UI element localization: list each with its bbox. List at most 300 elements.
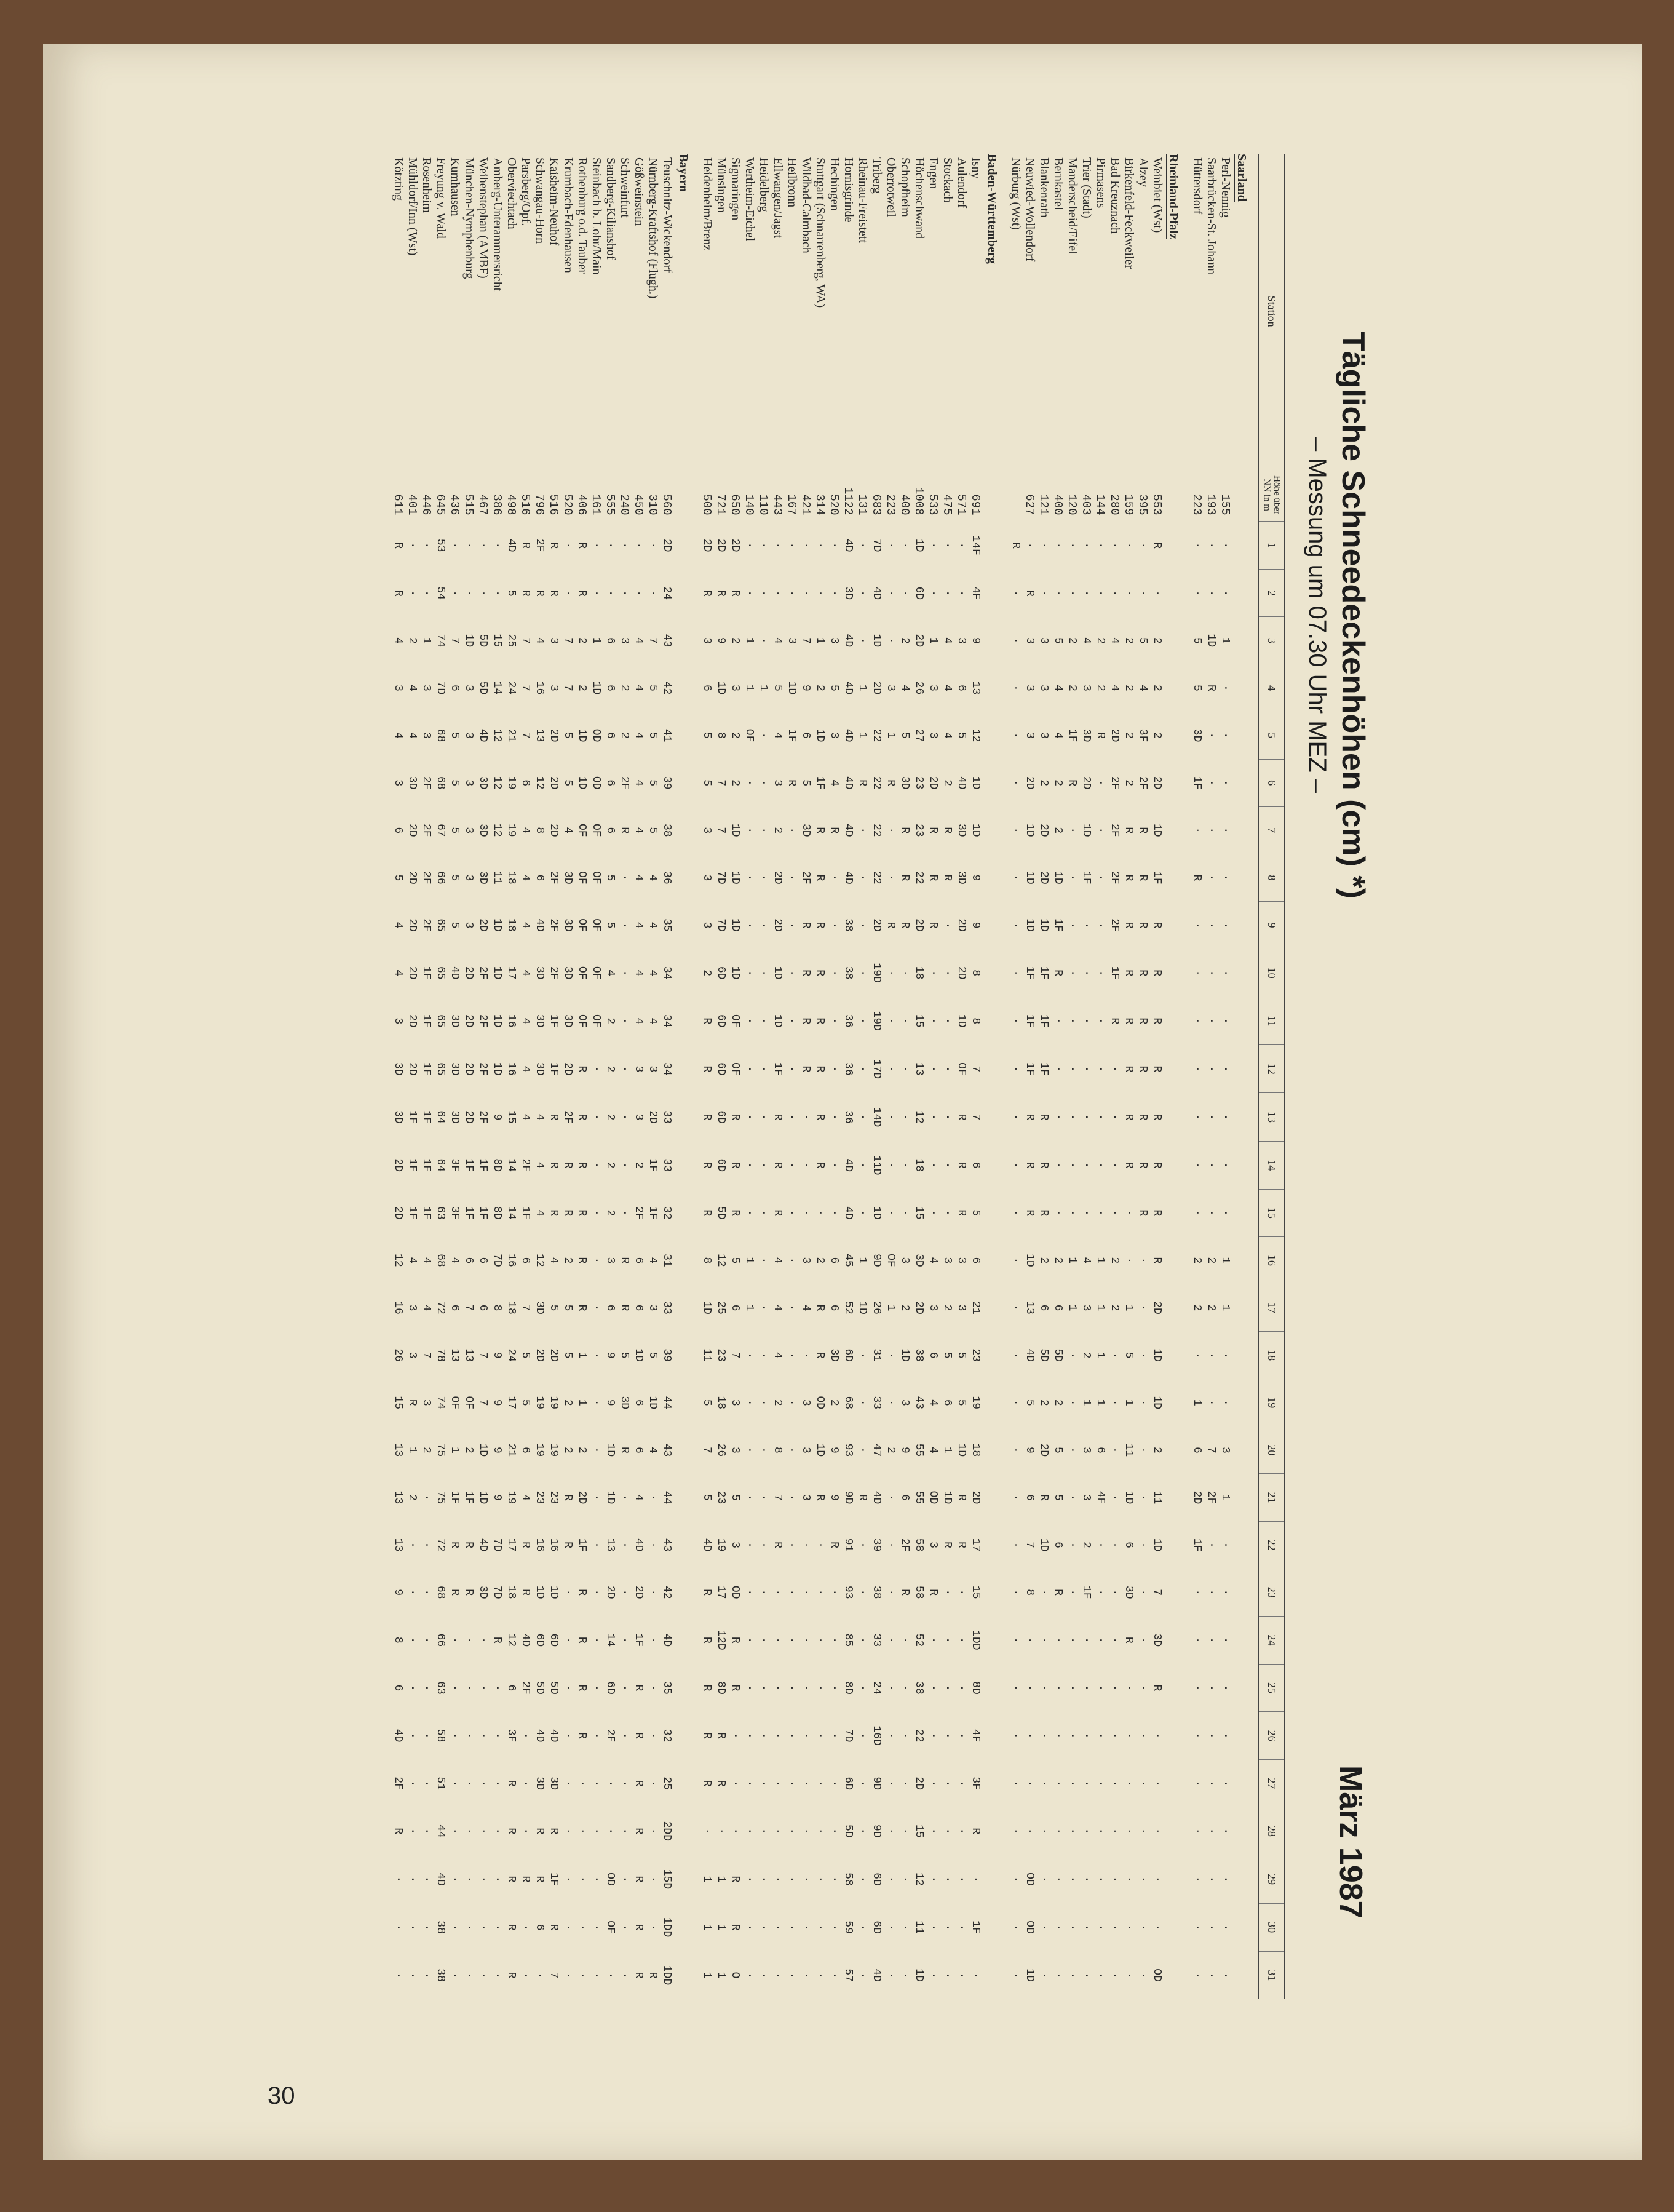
station-hoehe: 553 [1150,494,1164,515]
cell-value: · [828,1971,841,1979]
cell-value: · [618,1589,631,1596]
cell-value: 7D [715,918,728,932]
cell-value: 66 [434,1633,447,1647]
rotated-table-sheet [234,154,1371,1999]
cell-value: R [828,827,841,834]
cell-value: 2 [828,1399,841,1406]
cell-value: 1F [969,1920,982,1934]
cell-value: · [828,1876,841,1883]
cell-value: · [1009,1351,1022,1359]
cell-value: 2F [519,1681,532,1695]
cell-value: · [884,969,897,977]
cell-value: 2F [519,1158,532,1172]
station-hoehe: 650 [728,494,742,515]
cell-value: 2 [576,1446,589,1454]
cell-value: · [1205,1209,1218,1217]
table-row [632,154,646,1999]
cell-value: 35 [660,918,673,932]
cell-value: 1F [420,1062,433,1076]
cell-value: 4 [1136,685,1149,691]
cell-value: · [1009,1780,1022,1787]
cell-value: 22 [870,871,883,885]
cell-value: 1F [519,1206,532,1220]
cell-value: 9 [799,685,812,691]
cell-value: 6 [533,874,546,881]
cell-value: · [1009,637,1022,644]
cell-value: · [1037,1828,1050,1835]
station-hoehe: 144 [1093,494,1108,515]
cell-value: · [927,1732,940,1739]
table-row [855,154,870,1999]
cell-value: · [1122,1828,1135,1835]
cell-value: · [1122,589,1135,597]
cell-value: · [799,589,812,597]
column-header-day-6: 6 [1259,759,1285,806]
cell-value: · [1136,1971,1149,1979]
cell-value: 6 [955,685,968,691]
cell-value: 2D [715,538,728,552]
cell-value: 44 [660,1490,673,1505]
cell-value: · [618,1065,631,1073]
cell-value: 2D [660,538,673,552]
cell-value: 6 [927,1351,940,1359]
cell-value: · [1219,542,1232,549]
cell-value: · [477,1732,490,1739]
cell-value: 2D [913,634,926,648]
station-hoehe: 155 [1218,494,1232,515]
cell-value: 2D [1191,1490,1204,1505]
station-name: Weinbiet (Wst) [1151,157,1164,233]
cell-value: 5 [448,921,461,929]
cell-value: · [477,589,490,597]
cell-value: R [1205,685,1218,691]
cell-value: 2D [913,1776,926,1790]
cell-value: · [743,1636,756,1644]
cell-value: 1 [715,1876,728,1883]
cell-value: R [1122,874,1135,881]
cell-value: 2D [955,918,968,932]
cell-value: · [1136,542,1149,549]
cell-value: 9 [969,637,982,644]
cell-value: · [927,1876,940,1883]
cell-value: 1 [576,1399,589,1406]
cell-value: R [715,1780,728,1787]
column-header-day-29: 29 [1259,1855,1285,1903]
cell-value: 2F [632,1206,645,1220]
cell-value: 3 [462,921,475,929]
station-hoehe: 131 [855,494,870,515]
cell-value: 2 [884,1446,897,1454]
cell-value: R [547,542,560,549]
station-name: Schopfheim [898,157,912,217]
cell-value: · [799,542,812,549]
cell-value: 9 [491,1494,504,1501]
cell-value: 13 [448,1348,461,1362]
station-name: Bad Kreuznach [1108,157,1122,234]
cell-value: 2 [1122,685,1135,691]
cell-value: 7 [715,827,728,834]
cell-value: 3 [1023,685,1036,691]
cell-value: 5 [448,732,461,739]
cell-value: 4 [771,637,784,644]
cell-value: · [491,1828,504,1835]
cell-value: 4 [771,732,784,739]
cell-value: · [1205,1971,1218,1979]
cell-value: OD [1023,1920,1036,1934]
cell-value: · [491,1876,504,1883]
cell-value: · [941,1828,954,1835]
cell-value: 4 [406,1257,419,1264]
cell-value: 21 [505,1443,518,1457]
cell-value: 36 [660,871,673,885]
cell-value: · [814,589,827,597]
cell-value: 3 [420,732,433,739]
cell-value: · [1094,779,1107,787]
cell-value: 2D [406,871,419,885]
cell-value: · [955,1732,968,1739]
cell-value: · [743,874,756,881]
cell-value: 2D [547,728,560,742]
cell-value: · [1219,827,1232,834]
cell-value: · [477,1636,490,1644]
cell-value: · [477,1924,490,1931]
cell-value: R [955,1494,968,1501]
cell-value: · [420,1924,433,1931]
cell-value: R [729,1876,742,1883]
cell-value: 44 [434,1824,447,1838]
cell-value: 6D [715,966,728,980]
cell-value: R [1136,1113,1149,1121]
cell-value: 3 [955,1257,968,1264]
cell-value: R [814,1161,827,1169]
cell-value: · [941,969,954,977]
cell-value: 2F [604,1729,617,1743]
cell-value: 6 [828,1304,841,1311]
cell-value: · [1066,1399,1079,1406]
cell-value: · [1023,1636,1036,1644]
cell-value: · [406,1542,419,1548]
cell-value: 2D [477,918,490,932]
cell-value: 18 [913,1158,926,1172]
cell-value: 1 [856,732,869,739]
cell-value: · [941,1876,954,1883]
cell-value: R [1037,1113,1050,1121]
cell-value: 4F [969,586,982,600]
cell-value: R [576,589,589,597]
cell-value: · [1066,1684,1079,1692]
cell-value: 1D [533,1585,546,1599]
table-row [1051,154,1065,1999]
cell-value: 13 [1023,1301,1036,1315]
station-hoehe: 1122 [841,487,855,515]
cell-value: 4 [406,732,419,739]
station-hoehe: 498 [504,494,518,515]
cell-value: · [491,1971,504,1979]
table-row [756,154,771,1999]
cell-value: · [561,1876,574,1883]
cell-value: · [898,1828,911,1835]
column-header-day-9: 9 [1259,901,1285,949]
cell-value: · [576,1876,589,1883]
cell-value: 3 [1219,1446,1232,1454]
cell-value: R [814,874,827,881]
station-hoehe: 159 [1122,494,1136,515]
cell-value: · [646,1542,659,1548]
cell-value: · [1136,1257,1149,1264]
table-row [841,154,855,1999]
cell-value: 1D [856,1301,869,1315]
cell-value: · [941,1636,954,1644]
cell-value: 2 [618,685,631,691]
cell-value: · [1122,1209,1135,1217]
cell-value: 19 [969,1396,982,1410]
cell-value: 1 [743,685,756,691]
station-hoehe: 120 [1065,494,1079,515]
cell-value: · [814,1542,827,1548]
cell-value: 5 [771,685,784,691]
cell-value: · [632,589,645,597]
cell-value: 1 [1219,1304,1232,1311]
cell-value: 3 [927,1304,940,1311]
group-row [1232,154,1259,1999]
cell-value: 4 [632,779,645,787]
cell-value: 3D [477,871,490,885]
cell-value: 7D [842,1729,855,1743]
cell-value: 52 [842,1301,855,1315]
cell-value: · [1052,1732,1065,1739]
cell-value: 9 [1023,1446,1036,1454]
cell-value: · [462,1971,475,1979]
cell-value: 12 [913,1872,926,1886]
station-hoehe: 193 [1204,494,1218,515]
cell-value: R [1009,542,1022,549]
cell-value: 1D [1122,1490,1135,1505]
cell-value: 2D [955,966,968,980]
cell-value: · [1066,921,1079,929]
cell-value: 5D [547,1681,560,1695]
cell-value: · [1037,589,1050,597]
cell-value: · [898,1876,911,1883]
cell-value: 4 [632,685,645,691]
cell-value: 17 [505,966,518,980]
cell-value: 5D [715,1206,728,1220]
cell-value: 4 [1108,637,1121,644]
cell-value: 4 [771,1351,784,1359]
cell-value: · [448,1732,461,1739]
cell-value: 2F [898,1538,911,1552]
cell-value: 9 [491,1446,504,1454]
cell-value: · [1052,1684,1065,1692]
cell-value: · [1191,1732,1204,1739]
cell-value: 19D [870,1011,883,1031]
cell-value: · [828,1065,841,1073]
cell-value: · [1136,1732,1149,1739]
cell-value: · [743,1446,756,1454]
cell-value: · [743,1209,756,1217]
cell-value: R [1136,921,1149,929]
cell-value: · [1151,1876,1164,1883]
cell-value: 4 [646,1446,659,1454]
cell-value: 16 [547,1538,560,1552]
column-header-day-7: 7 [1259,806,1285,854]
cell-value: 3D [955,871,968,885]
station-name: Gößweinstein [632,157,646,226]
cell-value: 72 [434,1301,447,1315]
cell-value: 4 [519,1113,532,1121]
cell-value: 2 [604,1065,617,1073]
cell-value: 1D [1151,1538,1164,1552]
cell-value: 5 [604,921,617,929]
cell-value: · [1009,732,1022,739]
cell-value: · [1205,1589,1218,1596]
cell-value: 5 [646,779,659,787]
station-hoehe: 223 [884,494,898,515]
cell-value: · [785,1351,798,1359]
cell-value: · [1066,1161,1079,1169]
cell-value: · [1094,1780,1107,1787]
cell-value: 7 [561,637,574,644]
cell-value: · [1094,921,1107,929]
cell-value: · [785,1257,798,1264]
cell-value: 4 [604,969,617,977]
cell-value: · [856,1828,869,1835]
cell-value: · [799,1732,812,1739]
cell-value: R [729,1113,742,1121]
cell-value: · [955,1780,968,1787]
cell-value: · [590,1304,603,1311]
cell-value: · [1136,1304,1149,1311]
station-hoehe: 555 [603,494,617,515]
cell-value: 19 [547,1396,560,1410]
cell-value: 1F [576,1538,589,1552]
cell-value: 3 [729,1399,742,1406]
cell-value: 5D [1037,1348,1050,1362]
cell-value: · [743,969,756,977]
cell-value: 13 [462,1348,475,1362]
cell-value: · [590,1732,603,1739]
cell-value: · [1108,1876,1121,1883]
cell-value: 18 [969,1443,982,1457]
cell-value: · [1136,1399,1149,1406]
cell-value: 6 [1037,1304,1050,1311]
cell-value: · [1023,1828,1036,1835]
cell-value: 1 [1122,1399,1135,1406]
cell-value: · [604,1780,617,1787]
cell-value: · [927,969,940,977]
cell-value: · [1108,1828,1121,1835]
cell-value: 4 [632,637,645,644]
cell-value: 3 [955,637,968,644]
cell-value: 6 [1122,1542,1135,1548]
station-hoehe: 475 [940,494,954,515]
cell-value: · [771,1684,784,1692]
cell-value: · [590,1494,603,1501]
table-row [405,154,419,1999]
cell-value: · [646,1494,659,1501]
cell-value: 3 [632,1113,645,1121]
cell-value: · [420,1828,433,1835]
cell-value: · [1066,1636,1079,1644]
cell-value: 22 [913,871,926,885]
cell-value: 1 [700,1924,713,1931]
cell-value: 23 [715,1348,728,1362]
cell-value: · [884,542,897,549]
cell-value: 58 [913,1585,926,1599]
cell-value: 11 [913,1920,926,1934]
cell-value: · [1219,1732,1232,1739]
cell-value: · [743,1542,756,1548]
cell-value: · [1191,1684,1204,1692]
cell-value: 5 [700,1494,713,1501]
cell-value: 3 [1080,1446,1093,1454]
cell-value: 6D [715,1110,728,1124]
table-row [940,154,954,1999]
cell-value: 1F [632,1633,645,1647]
cell-value: 2 [604,1161,617,1169]
cell-value: · [1219,1161,1232,1169]
cell-value: 2 [1122,732,1135,739]
column-header-day-16: 16 [1259,1236,1285,1284]
cell-value: 6 [448,1304,461,1311]
table-row [1037,154,1051,1999]
cell-value: 4 [632,969,645,977]
table-row [926,154,940,1999]
cell-value: 1 [757,685,770,691]
cell-value: R [1136,874,1149,881]
cell-value: 2 [1066,637,1079,644]
cell-value: 7 [969,1113,982,1121]
cell-value: 3 [618,637,631,644]
station-hoehe: 516 [547,494,561,515]
cell-value: · [1108,1589,1121,1596]
cell-value: · [590,1780,603,1787]
cell-value: · [898,1780,911,1787]
cell-value: 3 [392,685,405,691]
cell-value: R [576,1589,589,1596]
cell-value: · [757,1351,770,1359]
cell-value: 3 [785,637,798,644]
cell-value: 65 [434,1062,447,1076]
cell-value: 1F [1191,776,1204,790]
cell-value: R [941,827,954,834]
cell-value: · [1009,1542,1022,1548]
cell-value: · [856,1589,869,1596]
column-header-day-13: 13 [1259,1093,1285,1141]
table-row [1009,154,1023,1999]
cell-value: 6 [828,1257,841,1264]
cell-value: · [392,1876,405,1883]
cell-value: · [420,1971,433,1979]
cell-value: 6 [477,1257,490,1264]
cell-value: · [757,589,770,597]
cell-value: · [1009,1636,1022,1644]
table-row [898,154,912,1999]
cell-value: 34 [660,966,673,980]
cell-value: · [969,1971,982,1979]
cell-value: · [1066,1351,1079,1359]
cell-value: 68 [434,728,447,742]
station-hoehe: 121 [1037,494,1051,515]
cell-value: R [547,1924,560,1931]
station-name: Engen [927,157,940,189]
cell-value: 1 [884,1304,897,1311]
cell-value: · [646,1876,659,1883]
cell-value: R [700,1209,713,1217]
cell-value: 1 [406,1446,419,1454]
cell-value: R [547,1113,560,1121]
cell-value: · [1052,1971,1065,1979]
cell-value: 2 [406,637,419,644]
